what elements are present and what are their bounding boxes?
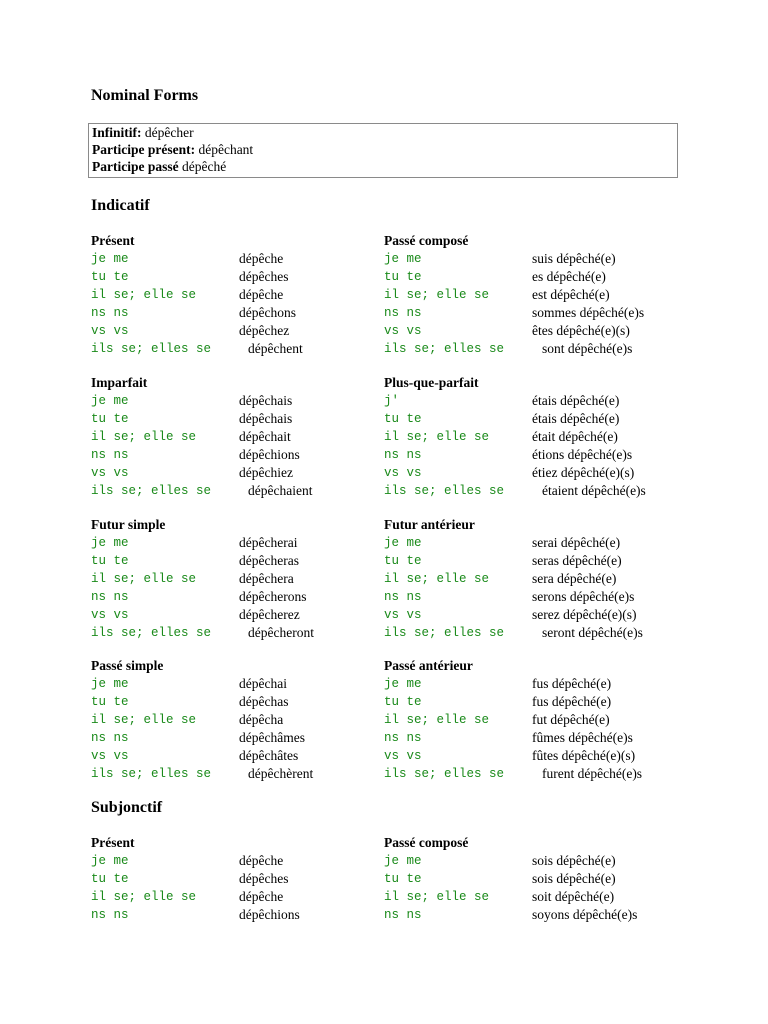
pronoun: il se; elle se [384,430,490,444]
tense-block [384,834,674,924]
participe-passe-value: dépêché [182,159,227,174]
conjugation-row [384,482,674,500]
pronoun: vs vs [384,466,422,480]
verb-form: dépêchais [239,393,293,408]
conjugation-row [384,340,674,358]
pronoun: il se; elle se [384,890,490,904]
pronoun: ils se; elles se [384,484,505,498]
verb-form: fus dépêché(e) [532,676,612,691]
verb-form: dépêchais [239,411,293,426]
pronoun: il se; elle se [91,713,197,727]
conjugation-row [91,870,381,888]
verb-form: fûmes dépêché(e)s [532,730,633,745]
conjugation-row [91,286,381,304]
conjugation-row [384,606,674,624]
conjugation-row [384,624,674,642]
conjugation-row [91,906,381,924]
pronoun: ns ns [384,731,422,745]
conjugation-row [91,552,381,570]
conjugation-row [91,747,381,765]
tense-title: Présent [91,835,135,850]
participe-passe-label: Participe passé [92,159,179,174]
tense-block [91,374,381,500]
verb-form: êtes dépêché(e)(s) [532,323,630,338]
verb-form: dépêchiez [239,465,293,480]
conjugation-row [384,552,674,570]
conjugation-row [384,410,674,428]
pronoun: tu te [91,695,129,709]
participe-present-label: Participe présent: [92,142,196,157]
pronoun: tu te [384,872,422,886]
pronoun: tu te [91,554,129,568]
pronoun: ils se; elles se [384,342,505,356]
conjugation-row [384,250,674,268]
tense-title: Présent [91,233,135,248]
subjonctif-heading: Subjonctif [91,799,163,816]
pronoun: ils se; elles se [91,342,212,356]
verb-form: dépêche [239,853,284,868]
conjugation-row [91,322,381,340]
conjugation-row [91,624,381,642]
verb-form: dépêchâtes [239,748,299,763]
tense-block [384,232,674,358]
tense-block [384,374,674,500]
verb-form: dépêcheras [239,553,299,568]
pronoun: je me [384,677,422,691]
conjugation-row [384,322,674,340]
verb-form: suis dépêché(e) [532,251,616,266]
participe-present-line [92,142,253,158]
verb-form: dépêcherez [239,607,300,622]
pronoun: je me [91,252,129,266]
pronoun: tu te [384,554,422,568]
conjugation-row [384,534,674,552]
conjugation-row [91,693,381,711]
pronoun: j' [384,394,400,408]
conjugation-row [384,852,674,870]
conjugation-row [91,304,381,322]
pronoun: il se; elle se [91,430,197,444]
verb-form: dépêchions [239,907,300,922]
conjugation-row [384,693,674,711]
verb-form: dépêche [239,287,284,302]
conjugation-row [91,268,381,286]
pronoun: il se; elle se [91,572,197,586]
tense-block [91,834,381,924]
verb-form: sera dépêché(e) [532,571,617,586]
pronoun: ils se; elles se [91,484,212,498]
conjugation-row [91,482,381,500]
conjugation-row [384,392,674,410]
pronoun: vs vs [91,466,129,480]
conjugation-row [384,675,674,693]
conjugation-row [384,906,674,924]
conjugation-row [384,428,674,446]
pronoun: ils se; elles se [384,626,505,640]
verb-form: était dépêché(e) [532,429,618,444]
verb-form: sois dépêché(e) [532,853,616,868]
conjugation-row [384,870,674,888]
tense-title: Passé simple [91,658,164,673]
pronoun: vs vs [91,608,129,622]
pronoun: vs vs [384,324,422,338]
verb-form: dépêchaient [248,483,313,498]
pronoun: je me [384,252,422,266]
verb-form: dépêchas [239,694,289,709]
verb-form: es dépêché(e) [532,269,606,284]
verb-form: dépêchions [239,447,300,462]
tense-title: Passé antérieur [384,658,473,673]
pronoun: ils se; elles se [91,767,212,781]
pronoun: ns ns [91,731,129,745]
verb-form: dépêchait [239,429,291,444]
conjugation-row [384,888,674,906]
conjugation-row [91,888,381,906]
pronoun: ils se; elles se [91,626,212,640]
pronoun: vs vs [384,749,422,763]
verb-form: dépêcheront [248,625,314,640]
tense-block [91,232,381,358]
tense-title: Passé composé [384,835,469,850]
pronoun: ns ns [384,908,422,922]
conjugation-row [91,570,381,588]
pronoun: ns ns [384,448,422,462]
conjugation-row [91,534,381,552]
pronoun: ns ns [91,306,129,320]
verb-form: dépêchent [248,341,303,356]
pronoun: il se; elle se [384,572,490,586]
tense-title: Imparfait [91,375,148,390]
conjugation-row [384,588,674,606]
pronoun: tu te [384,412,422,426]
verb-form: dépêchâmes [239,730,305,745]
verb-form: serons dépêché(e)s [532,589,635,604]
pronoun: tu te [91,872,129,886]
nominal-forms-box [88,123,678,178]
conjugation-row [384,304,674,322]
verb-form: dépêchera [239,571,294,586]
conjugation-row [91,392,381,410]
verb-form: étaient dépêché(e)s [542,483,646,498]
conjugation-row [91,729,381,747]
pronoun: ils se; elles se [384,767,505,781]
pronoun: il se; elle se [91,288,197,302]
verb-form: soyons dépêché(e)s [532,907,638,922]
pronoun: je me [384,536,422,550]
infinitif-value: dépêcher [144,125,194,140]
verb-form: fut dépêché(e) [532,712,610,727]
pronoun: tu te [384,270,422,284]
conjugation-row [384,464,674,482]
conjugation-row [91,464,381,482]
conjugation-row [91,852,381,870]
tense-title: Plus-que-parfait [384,375,479,390]
tense-block [91,657,381,783]
pronoun: ns ns [91,908,129,922]
tense-block [91,516,381,642]
verb-form: soit dépêché(e) [532,889,615,904]
verb-form: étiez dépêché(e)(s) [532,465,635,480]
conjugation-row [384,286,674,304]
conjugation-row [384,729,674,747]
infinitif-line [92,125,194,141]
tense-title: Futur simple [91,517,166,532]
verb-form: dépêche [239,251,284,266]
participe-present-value: dépêchant [198,142,254,157]
verb-form: dépêche [239,889,284,904]
conjugation-row [384,747,674,765]
conjugation-row [91,340,381,358]
verb-form: sommes dépêché(e)s [532,305,645,320]
conjugation-row [384,765,674,783]
verb-form: furent dépêché(e)s [542,766,643,781]
infinitif-label: Infinitif: [92,125,142,140]
verb-form: seras dépêché(e) [532,553,622,568]
conjugation-row [91,711,381,729]
verb-form: seront dépêché(e)s [542,625,643,640]
conjugation-row [91,428,381,446]
pronoun: ns ns [91,448,129,462]
verb-form: serez dépêché(e)(s) [532,607,637,622]
participe-passe-line [92,159,226,175]
verb-form: dépêchez [239,323,290,338]
verb-form: étais dépêché(e) [532,393,620,408]
conjugation-row [384,268,674,286]
conjugation-row [91,446,381,464]
tense-block [384,516,674,642]
conjugation-row [91,606,381,624]
pronoun: ns ns [384,590,422,604]
pronoun: il se; elle se [91,890,197,904]
verb-form: sont dépêché(e)s [542,341,633,356]
pronoun: ns ns [384,306,422,320]
indicatif-heading: Indicatif [91,197,150,214]
verb-form: fus dépêché(e) [532,694,612,709]
verb-form: est dépêché(e) [532,287,610,302]
verb-form: fûtes dépêché(e)(s) [532,748,636,763]
conjugation-row [384,446,674,464]
pronoun: je me [91,854,129,868]
pronoun: il se; elle se [384,288,490,302]
verb-form: dépêches [239,871,289,886]
conjugation-row [91,410,381,428]
tense-title: Futur antérieur [384,517,475,532]
verb-form: dépêchons [239,305,296,320]
verb-form: dépêchèrent [248,766,314,781]
verb-form: dépêches [239,269,289,284]
pronoun: vs vs [384,608,422,622]
verb-form: dépêcha [239,712,284,727]
pronoun: vs vs [91,324,129,338]
verb-form: étais dépêché(e) [532,411,620,426]
pronoun: tu te [91,412,129,426]
tense-title: Passé composé [384,233,469,248]
verb-form: dépêcherai [239,535,298,550]
verb-form: sois dépêché(e) [532,871,616,886]
conjugation-row [384,711,674,729]
pronoun: je me [91,677,129,691]
pronoun: ns ns [91,590,129,604]
verb-form: dépêchai [239,676,287,691]
verb-form: serai dépêché(e) [532,535,621,550]
pronoun: je me [91,394,129,408]
conjugation-row [91,250,381,268]
tense-block [384,657,674,783]
nominal-forms-heading: Nominal Forms [91,87,199,104]
pronoun: tu te [91,270,129,284]
pronoun: je me [384,854,422,868]
pronoun: je me [91,536,129,550]
conjugation-row [91,765,381,783]
pronoun: il se; elle se [384,713,490,727]
conjugation-row [384,570,674,588]
verb-form: dépêcherons [239,589,307,604]
verb-form: étions dépêché(e)s [532,447,633,462]
conjugation-row [91,675,381,693]
conjugation-row [91,588,381,606]
pronoun: vs vs [91,749,129,763]
pronoun: tu te [384,695,422,709]
